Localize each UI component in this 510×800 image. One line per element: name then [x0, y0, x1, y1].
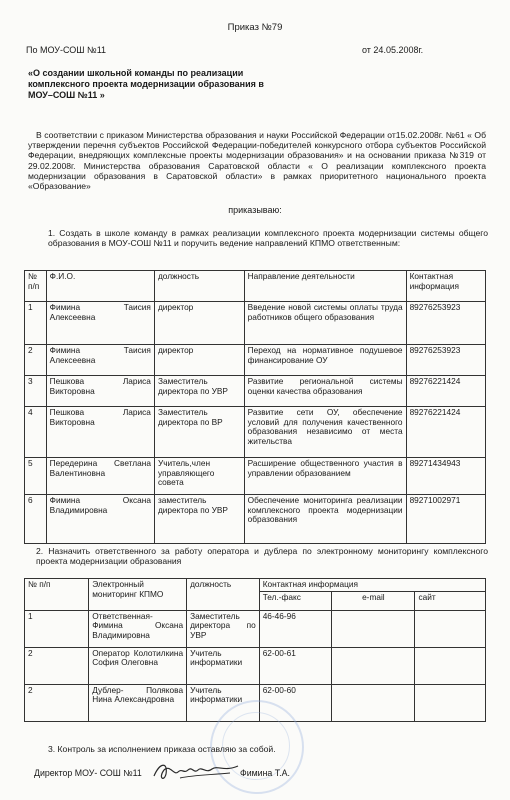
header-cell: должность — [154, 271, 244, 302]
cell-direction: Обеспечение мониторинга реализации комплексного проекта модернизации образования — [244, 495, 406, 544]
item-2: 2. Назначить ответственного за работу оператора и дублера по электронному мониторингу комплексного проекта модернизации образования — [36, 546, 488, 567]
cell-num: 2 — [25, 647, 89, 684]
header-cell: № п/п — [25, 579, 89, 611]
cell-name: Пешкова Лариса Викторовна — [46, 376, 154, 407]
cell-role: Ответственная- Фимина Оксана Владимировна — [89, 610, 187, 647]
cell-position: директор — [154, 345, 244, 376]
preamble-text: В соответствии с приказом Министерства образования и науки Российской Федерации от15.02.2008г. №61 « Об утверждении перечня субъектов Российской Федерации-победителей конкурсного отбора субъектов Российской Федерации, внедряющих комплексные проекты модернизации образования» и на основании приказа №319 от 29.02.2008г. Министерства образования Саратовской области « О реализации комплексного проекта модернизации образования в Саратовской области» в рамках приоритетного национального проекта «Образование» — [28, 130, 486, 192]
cell-direction: Переход на нормативное подушевое финансирование ОУ — [244, 345, 406, 376]
cell-site — [415, 647, 486, 684]
cell-contact: 89276253923 — [406, 345, 485, 376]
cell-num: 4 — [25, 407, 47, 458]
document-title: Приказ №79 — [227, 22, 283, 33]
cell-direction: Введение новой системы оплаты труда работников общего образования — [244, 302, 406, 345]
table-row — [25, 345, 486, 376]
date-line: от 24.05.2008г. — [362, 45, 424, 55]
cell-position: Заместитель директора по ВР — [154, 407, 244, 458]
header-cell: Электронный мониторинг КПМО — [89, 579, 187, 611]
cell-contact: 89271434943 — [406, 458, 485, 495]
cell-email — [332, 684, 415, 721]
cell-position: Заместитель директора по УВР — [187, 610, 260, 647]
cell-position: директор — [154, 302, 244, 345]
cell-name: Фимина Оксана Владимировна — [46, 495, 154, 544]
cell-num: 2 — [25, 345, 47, 376]
order-subject: «О создании школьной команды по реализации комплексного проекта модернизации образования в МОУ–СОШ №11 » — [28, 68, 264, 100]
cell-contact: 89276221424 — [406, 376, 485, 407]
item-1: 1. Создать в школе команду в рамках реализации комплексного проекта модернизации системы общего образования в МОУ-СОШ №11 и поручить ведение направлений КПМО ответственным: — [48, 228, 488, 249]
cell-direction: Расширение общественного участия в управлении образованием — [244, 458, 406, 495]
table-row — [25, 407, 486, 458]
preamble-paragraph — [28, 130, 486, 191]
cell-contact: 89271002971 — [406, 495, 485, 544]
header-cell: должность — [187, 579, 260, 611]
item-3: 3. Контроль за исполнением приказа оставляю за собой. — [48, 744, 276, 754]
signature-name: Фимина Т.А. — [240, 768, 290, 778]
cell-contact: 89276221424 — [406, 407, 485, 458]
cell-direction: Развитие региональной системы оценки качества образования — [244, 376, 406, 407]
organization-line: По МОУ-СОШ №11 — [26, 45, 107, 55]
cell-name: Пешкова Лариса Викторовна — [46, 407, 154, 458]
cell-name: Фимина Таисия Алексеевна — [46, 345, 154, 376]
table-row — [25, 376, 486, 407]
table-row — [25, 610, 486, 647]
cell-phone: 46-46-96 — [259, 610, 332, 647]
cell-position: Учитель информатики — [187, 647, 260, 684]
subheader-cell: Тел.-факс — [259, 591, 332, 610]
cell-num: 1 — [25, 302, 47, 345]
table-header-row — [25, 579, 486, 592]
cell-num: 2 — [25, 684, 89, 721]
cell-position: Учитель информатики — [187, 684, 260, 721]
signature-role: Директор МОУ- СОШ №11 — [34, 768, 142, 778]
header-cell: Контактная информация — [406, 271, 485, 302]
table-header-row — [25, 271, 486, 302]
cell-site — [415, 610, 486, 647]
cell-name: Фимина Таисия Алексеевна — [46, 302, 154, 345]
handwritten-signature — [150, 758, 242, 784]
cell-phone: 62-00-60 — [259, 684, 332, 721]
header-cell: Контактная информация — [259, 579, 485, 592]
cell-email — [332, 610, 415, 647]
subheader-cell: сайт — [415, 591, 486, 610]
cell-position: заместитель директора по УВР — [154, 495, 244, 544]
cell-name: Передерина Светлана Валентиновна — [46, 458, 154, 495]
cell-num: 1 — [25, 610, 89, 647]
cell-role: Оператор Колотилкина София Олеговна — [89, 647, 187, 684]
cell-direction: Развитие сети ОУ, обеспечение условий для получения качественного образования независимо от места жительства — [244, 407, 406, 458]
table-row — [25, 458, 486, 495]
table-row — [25, 495, 486, 544]
cell-role: Дублер- Полякова Нина Александровна — [89, 684, 187, 721]
cell-num: 3 — [25, 376, 47, 407]
header-cell: Направление деятельности — [244, 271, 406, 302]
cell-email — [332, 647, 415, 684]
table-row — [25, 302, 486, 345]
cell-num: 6 — [25, 495, 47, 544]
team-table — [24, 270, 486, 544]
order-word: приказываю: — [228, 205, 282, 215]
subheader-cell: e-mail — [332, 591, 415, 610]
cell-contact: 89276253923 — [406, 302, 485, 345]
cell-num: 5 — [25, 458, 47, 495]
cell-position: Учитель,член управляющего совета — [154, 458, 244, 495]
header-cell: Ф.И.О. — [46, 271, 154, 302]
table-row — [25, 647, 486, 684]
cell-position: Заместитель директора по УВР — [154, 376, 244, 407]
cell-site — [415, 684, 486, 721]
cell-phone: 62-00-61 — [259, 647, 332, 684]
header-cell: № п/п — [25, 271, 47, 302]
